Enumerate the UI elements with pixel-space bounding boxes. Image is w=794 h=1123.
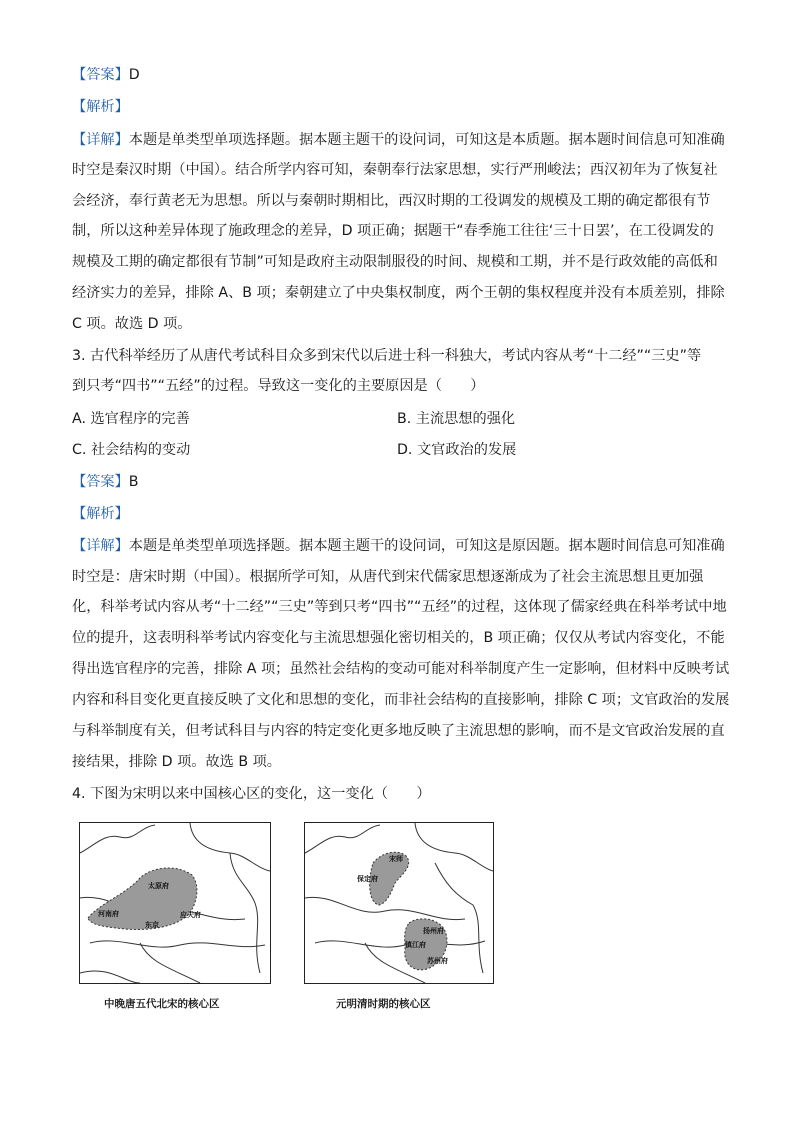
- q3-detail-line-6: 内容和科目变化更直接反映了文化和思想的变化，而非社会结构的直接影响，排除 C 项；文官政治的发展: [72, 692, 730, 708]
- map-2-city-zhenjiang: 镇江府: [405, 940, 426, 949]
- q2-detail-line-5: 规模及工期的确定都很有节制”可知是政府主动限制服役的时间、规模和工期，并不是行政效能的高低和: [72, 254, 718, 270]
- q2-answer-tag: 【答案】: [72, 67, 129, 83]
- map-1-figure: [80, 823, 270, 983]
- q2-detail-line-4: 制，所以这种差异体现了施政理念的差异，D 项正确；据题干“春季施工往往‘三十日罢’，在工役调发的: [72, 223, 714, 239]
- q3-detail-text-1: 本题是单类型单项选择题。据本题主题干的设问词，可知这是原因题。据本题时间信息可知准确: [128, 538, 725, 554]
- q3-option-c: [72, 440, 190, 460]
- map-2-yangtze-river: [315, 941, 485, 947]
- map-2-city-yangzhou: 扬州府: [423, 926, 444, 935]
- q3-option-c-letter: C.: [72, 442, 87, 458]
- q3-option-d-letter: D.: [397, 442, 413, 458]
- map-tang-song-core-region: [79, 822, 271, 984]
- q4-stem: 4. 下图为宋明以来中国核心区的变化，这一变化（ ）: [72, 786, 431, 802]
- map-1-border-line: [80, 825, 155, 853]
- q3-answer-tag: 【答案】: [72, 474, 129, 490]
- map-1-yangtze-river: [90, 941, 265, 947]
- q3-option-a: [72, 409, 190, 429]
- q2-detail-line-2: 时空是秦汉时期（中国）。结合所学内容可知，秦朝奉行法家思想，实行严刑峻法；西汉初年为了恢复社: [72, 162, 718, 178]
- map-1-city-yingtian: 应天府: [180, 910, 201, 919]
- q3-option-b-letter: B.: [397, 411, 412, 427]
- map-2-caption: 元明清时期的核心区: [336, 998, 431, 1010]
- q3-detail-line-1: [72, 536, 725, 556]
- q3-answer-line: [72, 472, 139, 492]
- map-2-coastline: [415, 823, 493, 871]
- q3-detail-line-4: 位的提升，这表明科举考试内容变化与主流思想强化密切相关的，B 项正确；仅仅从考试内容变化，不能: [72, 630, 725, 646]
- q3-analysis-tag: 【解析】: [72, 506, 129, 522]
- q3-stem-line-1: 3. 古代科举经历了从唐代考试科目众多到宋代以后进士科一科独大，考试内容从考“十二经”“三史”等: [72, 348, 702, 364]
- q2-detail-line-3: 会经济，奉行黄老无为思想。所以与秦朝时期相比，西汉时期的工役调发的规模及工期的确定都很有节: [72, 193, 711, 209]
- map-yuan-ming-qing-core-region: [304, 822, 494, 984]
- q3-option-c-text: 社会结构的变动: [90, 442, 191, 458]
- q2-answer-value: D: [128, 67, 140, 83]
- map-1-caption: 中晚唐五代北宋的核心区: [104, 998, 220, 1010]
- map-1-core-region: [88, 868, 197, 930]
- map-2-city-suzhou: 苏州府: [427, 956, 448, 965]
- map-1-coast-east: [230, 853, 260, 973]
- q2-detail-line-7: C 项。故选 D 项。: [72, 316, 192, 332]
- q3-option-b: [397, 409, 515, 429]
- q3-detail-line-5: 得出选官程序的完善，排除 A 项；虽然社会结构的变动可能对科举制度产生一定影响，但材料中反映考试: [72, 661, 730, 677]
- map-1-city-dongjing: 东京: [145, 920, 159, 929]
- q3-detail-line-3: 化，科举考试内容从考“十二经”“三史”等到只考“四书”“五经”的过程，这体现了儒家经典在科举考试中地: [72, 599, 727, 615]
- q3-answer-value: B: [128, 474, 139, 490]
- q2-answer-line: [72, 65, 140, 85]
- q3-detail-line-8: 接结果，排除 D 项。故选 B 项。: [72, 754, 281, 770]
- map-2-border-line: [305, 825, 380, 853]
- q3-option-b-text: 主流思想的强化: [415, 411, 516, 427]
- q3-option-a-text: 选官程序的完善: [90, 411, 190, 427]
- map-2-figure: [305, 823, 493, 983]
- map-1-city-henan: 河南府: [98, 909, 119, 918]
- q2-analysis-tag: 【解析】: [72, 99, 129, 115]
- q3-detail-line-2: 时空是：唐宋时期（中国）。根据所学可知，从唐代到宋代儒家思想逐渐成为了社会主流思想且更加强: [72, 569, 704, 585]
- q2-detail-line-1: [72, 130, 725, 150]
- q3-detail-tag: 【详解】: [72, 538, 129, 554]
- q3-detail-line-7: 与科举制度有关，但考试科目与内容的特定变化更多地反映了主流思想的影响，而不是文官政治发展的直: [72, 723, 725, 739]
- map-1-branch-line: [140, 943, 200, 983]
- map-2-city-songshi: 宋师: [389, 854, 403, 863]
- map-2-city-baoding: 保定府: [357, 874, 378, 883]
- q3-option-a-letter: A.: [72, 411, 86, 427]
- q3-option-d: [397, 440, 516, 460]
- q2-detail-line-6: 经济实力的差异，排除 A、B 项；秦朝建立了中央集权制度，两个王朝的集权程度并没有本质差别，排除: [72, 285, 725, 301]
- map-1-city-taiyuan: 太原府: [148, 881, 169, 890]
- q2-detail-text-1: 本题是单类型单项选择题。据本题主题干的设问词，可知这是本质题。据本题时间信息可知准确: [128, 132, 725, 148]
- map-1-south-line: [80, 971, 140, 983]
- map-1-coastline: [190, 823, 270, 871]
- q3-option-d-text: 文官政治的发展: [416, 442, 517, 458]
- q2-detail-tag: 【详解】: [72, 132, 129, 148]
- q3-stem-line-2: 到只考“四书”“五经”的过程。导致这一变化的主要原因是（ ）: [72, 378, 485, 394]
